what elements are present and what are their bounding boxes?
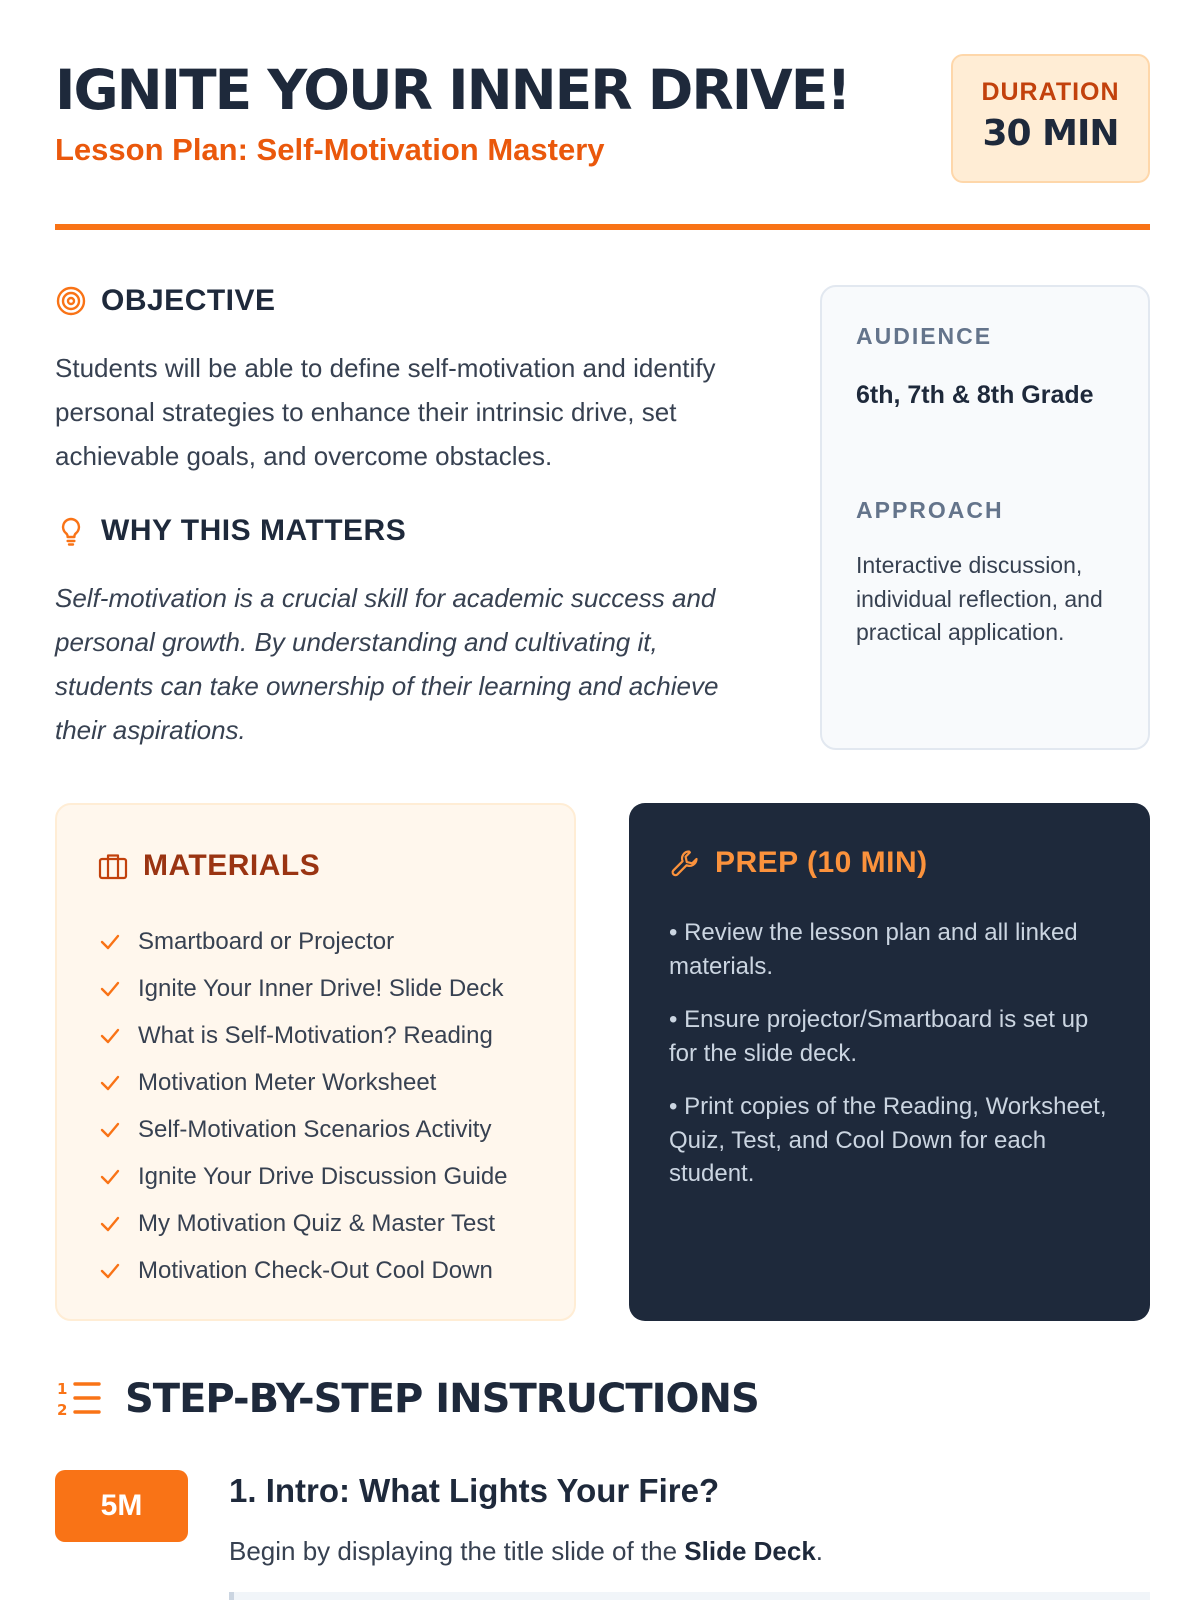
prep-heading	[669, 846, 928, 880]
step-duration-badge: 5M	[55, 1470, 188, 1542]
materials-list	[97, 918, 508, 1294]
svg-text:2: 2	[57, 1401, 68, 1419]
list-item: • Ensure projector/Smartboard is set up for the slide deck.	[669, 1006, 1089, 1067]
step-text-before: Begin by displaying the title slide of the	[229, 1536, 685, 1566]
step-text-bold: Slide Deck	[684, 1536, 816, 1566]
material-label: Smartboard or Projector	[138, 927, 395, 955]
audience-card	[820, 285, 1150, 750]
target-icon	[55, 285, 87, 317]
audience-label: AUDIENCE	[856, 323, 993, 349]
material-label: Motivation Check-Out Cool Down	[138, 1256, 493, 1284]
list-item	[97, 1012, 508, 1059]
page-title: IGNITE YOUR INNER DRIVE!	[55, 58, 850, 122]
step-title: 1. Intro: What Lights Your Fire?	[229, 1472, 720, 1509]
material-label: My Motivation Quiz & Master Test	[138, 1209, 495, 1237]
materials-heading	[97, 849, 320, 883]
check-icon	[97, 1070, 123, 1096]
list-item	[97, 1059, 508, 1106]
steps-heading-text: STEP-BY-STEP INSTRUCTIONS	[125, 1376, 759, 1422]
duration-value: 30 MIN	[982, 113, 1119, 154]
check-icon	[97, 1211, 123, 1237]
check-icon	[97, 1164, 123, 1190]
materials-heading-text: MATERIALS	[143, 849, 321, 882]
audience-value: 6th, 7th & 8th Grade	[856, 381, 1094, 409]
duration-badge	[951, 54, 1150, 183]
wrench-icon	[669, 847, 701, 879]
step-note-box	[229, 1592, 1150, 1600]
material-label: Ignite Your Inner Drive! Slide Deck	[138, 974, 504, 1002]
duration-label: DURATION	[981, 78, 1120, 106]
approach-label: APPROACH	[856, 497, 1004, 523]
list-item	[97, 1106, 508, 1153]
material-label: Ignite Your Drive Discussion Guide	[138, 1162, 508, 1190]
steps-heading	[55, 1375, 759, 1423]
list-item: • Review the lesson plan and all linked materials.	[669, 919, 1078, 980]
page-subtitle: Lesson Plan: Self-Motivation Mastery	[55, 132, 605, 167]
objective-heading	[55, 284, 276, 318]
why-heading	[55, 514, 406, 548]
check-icon	[97, 976, 123, 1002]
lightbulb-icon	[55, 515, 87, 547]
check-icon	[97, 1258, 123, 1284]
list-item	[97, 1153, 508, 1200]
list-item	[97, 918, 508, 965]
materials-card	[55, 803, 576, 1321]
check-icon	[97, 1117, 123, 1143]
header-divider	[55, 224, 1150, 230]
step-description	[229, 1536, 823, 1567]
material-label: Self-Motivation Scenarios Activity	[138, 1115, 492, 1143]
material-label: Motivation Meter Worksheet	[138, 1068, 437, 1096]
check-icon	[97, 929, 123, 955]
objective-heading-text: OBJECTIVE	[101, 284, 276, 317]
numbered-list-icon	[55, 1375, 103, 1423]
why-heading-text: WHY THIS MATTERS	[101, 514, 407, 547]
lesson-header	[55, 54, 1150, 184]
list-item	[97, 1200, 508, 1247]
prep-heading-text: PREP (10 MIN)	[715, 846, 928, 879]
step-text-after: .	[815, 1536, 824, 1566]
svg-text:1: 1	[57, 1380, 68, 1398]
prep-card	[629, 803, 1150, 1321]
list-item	[97, 965, 508, 1012]
check-icon	[97, 1023, 123, 1049]
objective-text: Students will be able to define self-motivation and identify personal strategies to enhance their intrinsic drive, set achievable goals, and overcome obstacles.	[55, 353, 716, 471]
list-item	[97, 1247, 508, 1294]
why-text: Self-motivation is a crucial skill for academic success and personal growth. By understanding and cultivating it, students can take ownership of their learning and achieve their aspirations.	[55, 583, 719, 745]
list-item: • Print copies of the Reading, Worksheet, Quiz, Test, and Cool Down for each student.	[669, 1093, 1107, 1187]
approach-value: Interactive discussion, individual reflection, and practical application.	[856, 552, 1103, 645]
material-label: What is Self-Motivation? Reading	[138, 1021, 493, 1049]
prep-list	[669, 916, 1119, 1211]
briefcase-icon	[97, 850, 129, 882]
